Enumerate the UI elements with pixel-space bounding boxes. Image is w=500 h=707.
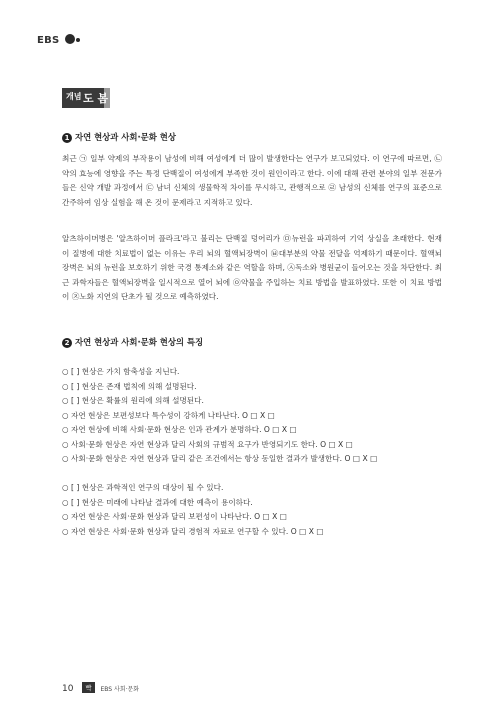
section1-number: 1 <box>62 133 72 143</box>
logo-text: EBS <box>37 35 60 46</box>
list-item <box>62 438 377 453</box>
ox-answer[interactable]: O □ X □ <box>254 512 287 521</box>
footer-text: EBS 사회·문화 <box>100 686 140 693</box>
footer-badge: 빡 <box>82 682 94 693</box>
section2-number: 2 <box>62 338 72 348</box>
section2-list-1 <box>62 365 377 467</box>
list-item <box>62 510 324 525</box>
ebs-logo <box>37 34 80 46</box>
section2-title: 자연 현상과 사회·문화 현상의 특징 <box>75 337 204 347</box>
list-item-text: ○ 자연 현상은 사회·문화 현상과 달리 경험적 자료로 연구할 수 있다. <box>62 526 289 536</box>
ox-answer[interactable]: O □ X □ <box>290 526 324 536</box>
section2-heading <box>62 336 203 348</box>
list-item <box>62 525 324 540</box>
list-item <box>62 394 377 409</box>
list-item <box>62 496 324 511</box>
list-item-text: ○ [ ] 현상은 미래에 나타날 결과에 대한 예측이 용이하다. <box>62 497 253 507</box>
ox-answer[interactable]: O □ X □ <box>320 439 353 449</box>
page-number: 10 <box>62 684 74 694</box>
logo-dot-icon <box>76 38 80 42</box>
section-tag-left: 개념 <box>66 92 82 101</box>
list-item <box>62 409 377 424</box>
list-item <box>62 481 324 496</box>
section1-title: 자연 현상과 사회·문화 현상 <box>75 132 176 142</box>
logo-circle-icon <box>65 34 75 44</box>
para1-text: 최근 ㉠ 일부 약제의 부작용이 남성에 비해 여성에게 더 많이 발생한다는 연구가 보고되었다. 이 연구에 따르면, ㉡ 약의 효능에 영향을 주는 특정 단백질이 여성에게 부족한 것이 원인이라고 한다. 이에 대해 관련 분야의 일부 전문가들은 신약 개발 과정에서 ㉢ 남녀 신체의 생물학적 차이를 무시하고, 관행적으로 ㉣ 남성의 신체를 연구의 표준으로 간주하여 임상 실험을 해 온 것이 문제라고 지적하고 있다. <box>62 154 442 207</box>
list-item <box>62 423 377 438</box>
page-footer <box>62 682 139 694</box>
section1-paragraph-2 <box>62 232 442 305</box>
list-item-text: ○ 자연 현상은 사회·문화 현상과 달리 보편성이 나타난다. <box>62 512 252 521</box>
ox-answer[interactable]: O □ X □ <box>242 410 275 420</box>
list-item-text: ○ [ ] 현상은 가치 함축성을 지닌다. <box>62 367 180 376</box>
section-tag-right: 도 봄 <box>83 92 109 105</box>
list-item-text: ○ 자연 현상에 비해 사회·문화 현상은 인과 관계가 분명하다. <box>62 425 262 434</box>
section1-paragraph-1 <box>62 152 442 210</box>
para2-text: 알츠하이머병은 '알츠하이머 플라크'라고 불리는 단백질 덩어리가 ㉤뉴런을 파괴하여 기억 상실을 초래한다. 현재 이 질병에 대한 치료법이 없는 이유는 우리 뇌의 혈액뇌장벽이 ㉥대부분의 약물 전달을 억제하기 때문이다. 혈액뇌장벽은 뇌의 뉴런을 보호하기 위한 국경 통제소와 같은 역할을 하며, ㉦독소와 병원균이 들어오는 것을 차단한다. 최근 과학자들은 혈액뇌장벽을 일시적으로 열어 뇌에 ㉧약물을 주입하는 치료 방법을 발표하였다. 또한 이 치료 방법이 ㉨노화 지연의 단초가 될 것으로 예측하였다. <box>62 234 442 301</box>
section2-list-2 <box>62 481 324 539</box>
list-item-text: ○ 사회·문화 현상은 자연 현상과 달리 사회의 규범적 요구가 반영되기도 한다. <box>62 439 318 449</box>
list-item <box>62 452 377 467</box>
list-item <box>62 365 377 380</box>
list-item-text: ○ [ ] 현상은 확률의 원리에 의해 설명된다. <box>62 396 204 405</box>
list-item-text: ○ 사회·문화 현상은 자연 현상과 달리 같은 조건에서는 항상 동일한 결과가 발생한다. <box>62 454 343 463</box>
list-item-text: ○ [ ] 현상은 과학적인 연구의 대상이 될 수 있다. <box>62 483 224 492</box>
ox-answer[interactable]: O □ X □ <box>344 454 378 463</box>
list-item-text: ○ 자연 현상은 보편성보다 특수성이 강하게 나타난다. <box>62 410 240 420</box>
list-item-text: ○ [ ] 현상은 존재 법칙에 의해 설명된다. <box>62 381 197 391</box>
ox-answer[interactable]: O □ X □ <box>263 425 297 434</box>
list-item <box>62 380 377 395</box>
section1-heading <box>62 131 176 143</box>
